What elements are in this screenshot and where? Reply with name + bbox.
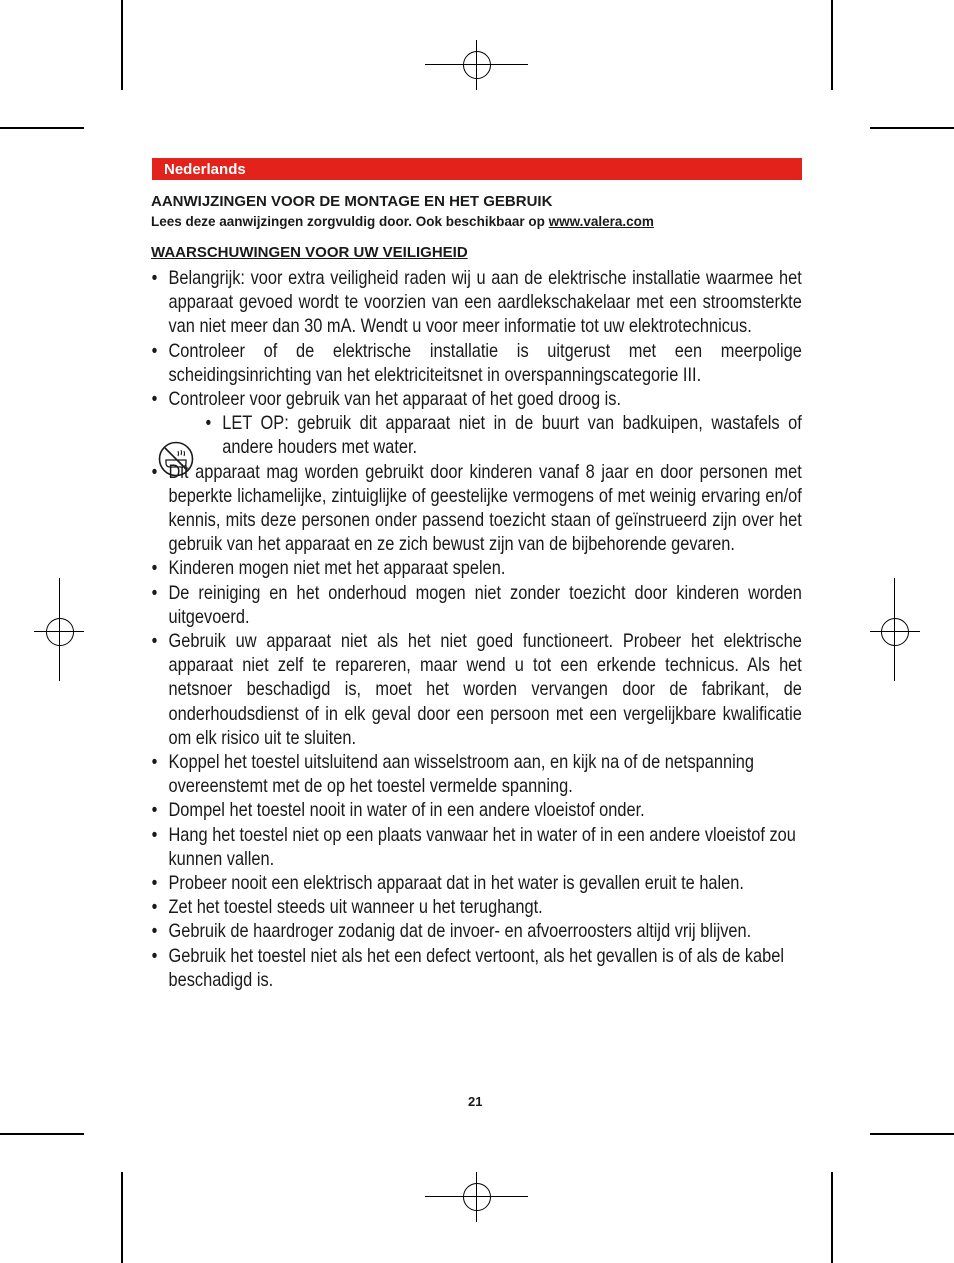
list-item: • Gebruik de haardroger zodanig dat de invoer- en afvoerroosters altijd vrij blijven. xyxy=(150,919,802,943)
crop-mark xyxy=(870,1133,954,1135)
crop-mark xyxy=(0,1133,84,1135)
availability-text: Lees deze aanwijzingen zorgvuldig door. Ook beschikbaar op xyxy=(151,214,545,229)
list-item-bath-warning: • LET OP: gebruik dit apparaat niet in de buurt van badkuipen, wastafels of andere houders met water. xyxy=(150,411,802,459)
crop-mark xyxy=(0,127,84,129)
crop-mark xyxy=(831,1172,833,1263)
warnings-title: WAARSCHUWINGEN VOOR UW VEILIGHEID xyxy=(151,244,468,261)
list-item: • Kinderen mogen niet met het apparaat spelen. xyxy=(150,556,802,580)
list-item: • Koppel het toestel uitsluitend aan wisselstroom aan, en kijk na of de netspanning overeenstemt met de op het toestel vermelde spanning. xyxy=(150,750,802,798)
language-bar xyxy=(152,158,802,180)
list-item: • Controleer voor gebruik van het apparaat of het goed droog is. xyxy=(150,387,802,411)
list-item: • Dompel het toestel nooit in water of in een andere vloeistof onder. xyxy=(150,798,802,822)
section-heading: AANWIJZINGEN VOOR DE MONTAGE EN HET GEBRUIK xyxy=(151,193,553,210)
list-item: • Dit apparaat mag worden gebruikt door kinderen vanaf 8 jaar en door personen met beperkte lichamelijke, zintuiglijke of geestelijke vermogens of met weinig ervaring en/of kennis, mits deze personen onder passend toezicht staan of geïnstrueerd zijn over het gebruik van het apparaat en ze zich bewust zijn van de bijbehorende gevaren. xyxy=(150,460,802,557)
list-item: • Hang het toestel niet op een plaats vanwaar het in water of in een andere vloeistof zou kunnen vallen. xyxy=(150,823,802,871)
list-item: • Gebruik het toestel niet als het een defect vertoont, als het gevallen is of als de kabel beschadigd is. xyxy=(150,944,802,992)
list-item: • Controleer of de elektrische installatie is uitgerust met een meerpolige scheidingsinrichting van het elektriciteitsnet in overspanningscategorie III. xyxy=(150,339,802,387)
language-label: Nederlands xyxy=(164,161,246,178)
list-item: • Probeer nooit een elektrisch apparaat dat in het water is gevallen eruit te halen. xyxy=(150,871,802,895)
list-item: • De reiniging en het onderhoud mogen niet zonder toezicht door kinderen worden uitgevoerd. xyxy=(150,581,802,629)
list-item: • Gebruik uw apparaat niet als het niet goed functioneert. Probeer het elektrische apparaat niet zelf te repareren, maar wend u tot een erkende technicus. Als het netsnoer beschadigd is, moet het worden vervangen door de fabrikant, de onderhoudsdienst of in elk geval door een persoon met een vergelijkbare kwalificatie om elk risico uit te sluiten. xyxy=(150,629,802,750)
page-number: 21 xyxy=(468,1094,483,1109)
availability-note xyxy=(151,214,654,229)
website-link[interactable]: www.valera.com xyxy=(548,214,654,229)
list-item: • Zet het toestel steeds uit wanneer u het terughangt. xyxy=(150,895,802,919)
list-item: • Belangrijk: voor extra veiligheid raden wij u aan de elektrische installatie waarmee het apparaat gevoed wordt te voorzien van een aardlekschakelaar met een stroomsterkte van niet meer dan 30 mA. Wendt u voor meer informatie tot uw elektrotechnicus. xyxy=(150,266,802,339)
crop-mark xyxy=(870,127,954,129)
safety-warning-list xyxy=(150,266,802,992)
crop-mark xyxy=(831,0,833,90)
crop-mark xyxy=(121,1172,123,1263)
crop-mark xyxy=(121,0,123,90)
